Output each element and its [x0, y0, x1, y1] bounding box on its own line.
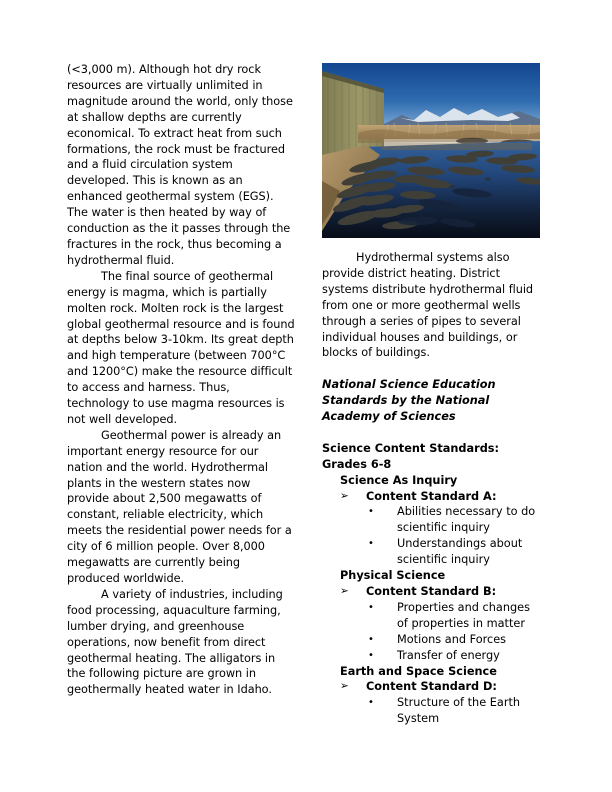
dot-bullet-icon: • [368, 697, 374, 709]
right-text-column [322, 250, 544, 727]
paragraph-magma: The final source of geothermal energy is magma, which is partially molten rock. Molten rock is the largest global geothermal resource and is found at depths below 3-10km. Its great depth and high temperature (between 700°C and 1200°C) make the resource difficult to access and harness. Thus, technology to use magma resources is not well developed. [67, 269, 295, 426]
outline-standard-label: Content Standard B: [366, 585, 497, 598]
outline-item-label: Abilities necessary to do scientific inquiry [397, 505, 536, 535]
outline-standard-b [322, 584, 544, 600]
dot-bullet-icon: • [368, 649, 374, 661]
paragraph-hydrothermal-district: Hydrothermal systems also provide district heating. District systems distribute hydrothermal fluid from one or more geothermal wells through a series of pipes to several individual houses and buildings, or blocks of buildings. [322, 251, 534, 360]
outline-item-label: Understandings about scientific inquiry [397, 537, 523, 567]
outline-item [322, 695, 544, 727]
paragraph-hot-dry-rock: (<3,000 m). Although hot dry rock resources are virtually unlimited in magnitude around the world, only those at shallow depths are currently economical. To extract heat from such formations, the rock must be fractured and a fluid circulation system developed. This is known as an enhanced geothermal system (EGS). The water is then heated by way of conduction as the it passes through the fractures in the rock, thus becoming a hydrothermal fluid. [67, 63, 293, 267]
grades-label: Grades 6-8 [322, 457, 392, 471]
outline-category-science-as-inquiry: Science As Inquiry [340, 473, 458, 487]
outline-standard-a [322, 489, 544, 505]
standards-heading: National Science Education Standards by the National Academy of Sciences [322, 378, 496, 424]
alligators-in-geothermal-pond-photo [322, 63, 540, 238]
outline-item-label: Structure of the Earth System [397, 696, 521, 726]
outline-category-physical-science: Physical Science [340, 569, 446, 583]
spacer [322, 361, 544, 377]
outline-item [322, 536, 544, 568]
outline-item [322, 600, 544, 632]
outline-item-label: Motions and Forces [397, 632, 507, 646]
left-text-column [67, 62, 295, 698]
dot-bullet-icon: • [368, 538, 374, 550]
content-standards-label: Science Content Standards: [322, 441, 500, 455]
arrow-bullet-icon: ➢ [340, 489, 349, 502]
dot-bullet-icon: • [368, 506, 374, 518]
dot-bullet-icon: • [368, 601, 374, 613]
outline-category-earth-and-space-science: Earth and Space Science [340, 664, 497, 678]
arrow-bullet-icon: ➢ [340, 680, 349, 693]
arrow-bullet-icon: ➢ [340, 585, 349, 597]
outline-standard-label: Content Standard D: [366, 680, 497, 694]
spacer [322, 425, 544, 441]
paragraph-geothermal-power: Geothermal power is already an important energy resource for our nation and the world. Hydrothermal plants in the western states now provide about 2,500 megawatts of constant, reliable electricity, which meets the residential power needs for a city of 6 million people. Over 8,000 megawatts are currently being produced worldwide. [67, 428, 292, 585]
dot-bullet-icon: • [368, 633, 374, 645]
outline-standard-label: Content Standard A: [366, 489, 497, 503]
outline-standard-d [322, 679, 544, 695]
outline-item-label: Transfer of energy [397, 648, 500, 662]
outline-item [322, 504, 544, 536]
paragraph-industries: A variety of industries, including food processing, aquaculture farming, lumber drying, and greenhouse operations, now benefit from direct geothermal heating. The alligators in the following picture are grown in geothermally heated water in Idaho. [67, 587, 283, 697]
outline-item [322, 648, 544, 664]
outline-item [322, 632, 544, 648]
outline-item-label: Properties and changes of properties in matter [397, 600, 530, 630]
alligator-pond-illustration [322, 63, 540, 238]
